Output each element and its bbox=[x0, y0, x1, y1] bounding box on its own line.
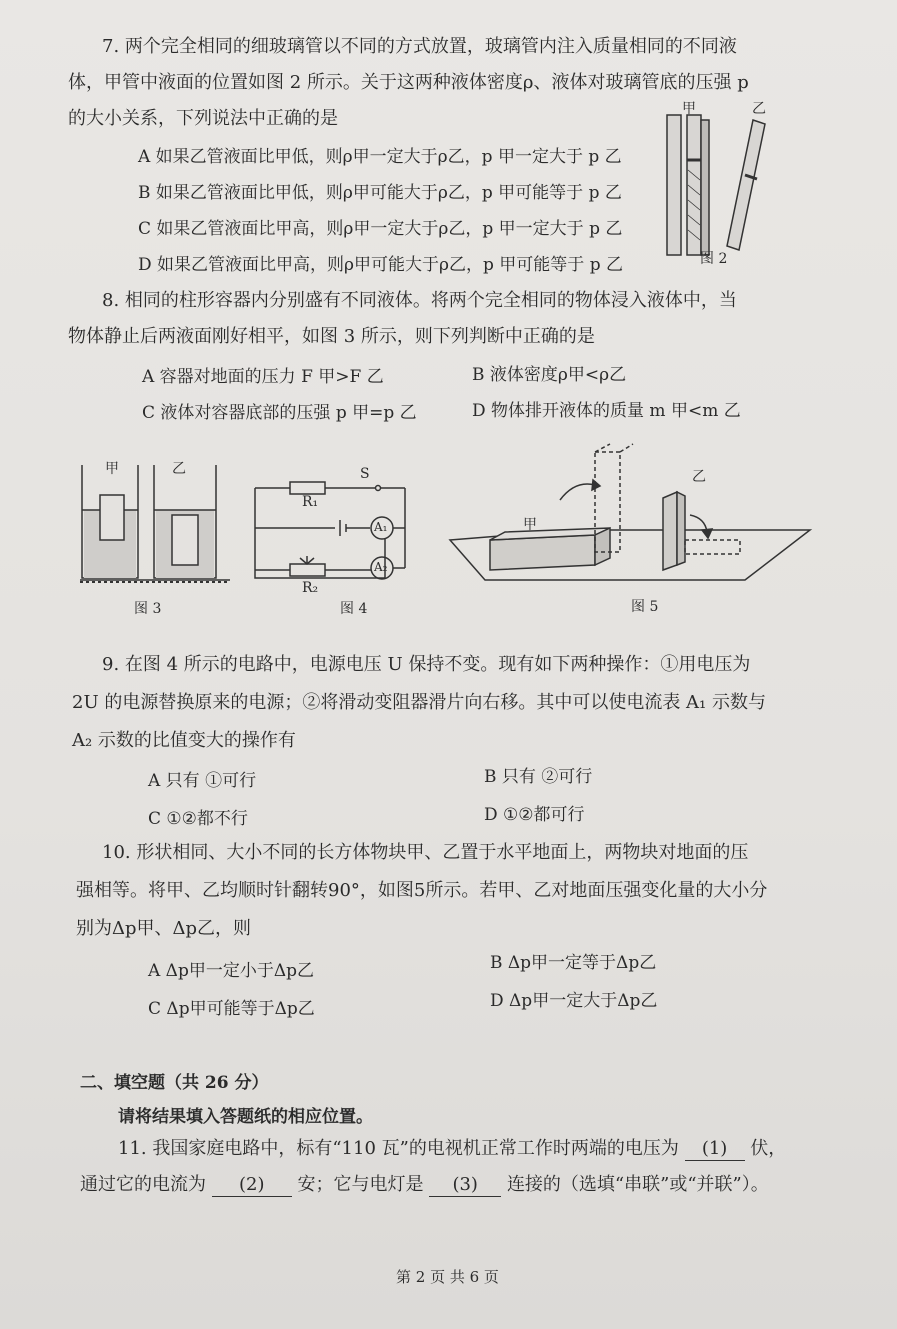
q7-option-c: C 如果乙管液面比甲高，则ρ甲一定大于ρ乙，p 甲一定大于 p 乙 bbox=[138, 219, 623, 239]
q8-option-c: C 液体对容器底部的压强 p 甲=p 乙 bbox=[142, 403, 417, 423]
q7-line3: 的大小关系，下列说法中正确的是 bbox=[68, 108, 338, 129]
q8-option-b: B 液体密度ρ甲<ρ乙 bbox=[472, 365, 627, 385]
q9-option-c: C ①②都不行 bbox=[148, 809, 248, 829]
q9-option-d: D ①②都可行 bbox=[484, 805, 585, 825]
q8-option-d: D 物体排开液体的质量 m 甲<m 乙 bbox=[472, 401, 741, 421]
q7-option-a: A 如果乙管液面比甲低，则ρ甲一定大于ρ乙，p 甲一定大于 p 乙 bbox=[138, 147, 622, 167]
figure-4-r1-label: R₁ bbox=[302, 494, 319, 510]
figure-2-label-jia: 甲 bbox=[682, 101, 696, 117]
figure-3-caption: 图 3 bbox=[134, 601, 162, 617]
q11-line2 bbox=[80, 1174, 769, 1197]
figure-5-label-jia: 甲 bbox=[523, 517, 537, 533]
q10-option-c: C Δp甲可能等于Δp乙 bbox=[148, 999, 315, 1019]
figure-5-caption: 图 5 bbox=[631, 599, 659, 615]
q11-line2-middle: 安；它与电灯是 bbox=[297, 1174, 424, 1195]
figure-3-containers bbox=[70, 450, 240, 595]
q10-option-a: A Δp甲一定小于Δp乙 bbox=[148, 961, 314, 981]
q9-line2: 2U 的电源替换原来的电源；②将滑动变阻器滑片向右移。其中可以使电流表 A₁ 示数与 bbox=[72, 692, 766, 713]
figure-4-a1-label: A₁ bbox=[374, 520, 388, 534]
q9-option-b: B 只有 ②可行 bbox=[484, 767, 593, 787]
q9-line1: 9. 在图 4 所示的电路中，电源电压 U 保持不变。现有如下两种操作：①用电压为 bbox=[102, 654, 751, 675]
section-2-instruction: 请将结果填入答题纸的相应位置。 bbox=[118, 1107, 373, 1127]
figure-3-label-yi: 乙 bbox=[172, 461, 186, 477]
q11-line2-end: 连接的（选填“串联”或“并联”）。 bbox=[506, 1174, 769, 1195]
q11-blank-3[interactable]: (3) bbox=[429, 1174, 501, 1197]
figure-2-label-yi: 乙 bbox=[752, 101, 766, 117]
q7-option-b: B 如果乙管液面比甲低，则ρ甲可能大于ρ乙，p 甲可能等于 p 乙 bbox=[138, 183, 622, 203]
q11-line1-text: 11. 我国家庭电路中，标有“110 瓦”的电视机正常工作时两端的电压为 bbox=[118, 1138, 679, 1159]
figure-4-r2-label: R₂ bbox=[302, 580, 319, 596]
figure-4-a2-label: A₂ bbox=[374, 560, 388, 574]
q10-line1: 10. 形状相同、大小不同的长方体物块甲、乙置于水平地面上，两物块对地面的压 bbox=[102, 842, 749, 863]
q11-blank-1[interactable]: (1) bbox=[685, 1138, 745, 1161]
q8-option-a: A 容器对地面的压力 F 甲>F 乙 bbox=[142, 367, 384, 387]
page-footer: 第 2 页 共 6 页 bbox=[396, 1268, 499, 1286]
figure-2-caption: 图 2 bbox=[700, 251, 728, 267]
figure-5-blocks bbox=[445, 440, 815, 590]
q11-line1 bbox=[118, 1138, 786, 1161]
figure-4-switch-label: S bbox=[360, 466, 370, 482]
q8-line1: 8. 相同的柱形容器内分别盛有不同液体。将两个完全相同的物体浸入液体中，当 bbox=[102, 290, 737, 311]
q11-blank-2[interactable]: (2) bbox=[212, 1174, 292, 1197]
q7-line1: 7. 两个完全相同的细玻璃管以不同的方式放置，玻璃管内注入质量相同的不同液 bbox=[102, 36, 737, 57]
section-2-title: 二、填空题（共 26 分） bbox=[80, 1073, 269, 1093]
q7-line2: 体，甲管中液面的位置如图 2 所示。关于这两种液体密度ρ、液体对玻璃管底的压强 p bbox=[68, 72, 749, 93]
q9-line3: A₂ 示数的比值变大的操作有 bbox=[72, 730, 296, 751]
q10-option-d: D Δp甲一定大于Δp乙 bbox=[490, 991, 658, 1011]
figure-3-label-jia: 甲 bbox=[105, 461, 119, 477]
q7-option-d: D 如果乙管液面比甲高，则ρ甲可能大于ρ乙，p 甲可能等于 p 乙 bbox=[138, 255, 623, 275]
q10-option-b: B Δp甲一定等于Δp乙 bbox=[490, 953, 657, 973]
figure-4-caption: 图 4 bbox=[340, 601, 368, 617]
q10-line3: 别为Δp甲、Δp乙，则 bbox=[76, 918, 252, 939]
figure-4-circuit bbox=[245, 458, 445, 598]
q11-line2-text: 通过它的电流为 bbox=[80, 1174, 206, 1195]
q10-line2: 强相等。将甲、乙均顺时针翻转90°，如图5所示。若甲、乙对地面压强变化量的大小分 bbox=[76, 880, 768, 901]
q9-option-a: A 只有 ①可行 bbox=[148, 771, 257, 791]
q11-line1-end: 伏， bbox=[750, 1138, 787, 1159]
q8-line2: 物体静止后两液面刚好相平，如图 3 所示，则下列判断中正确的是 bbox=[68, 326, 595, 347]
figure-5-label-yi: 乙 bbox=[692, 469, 706, 485]
